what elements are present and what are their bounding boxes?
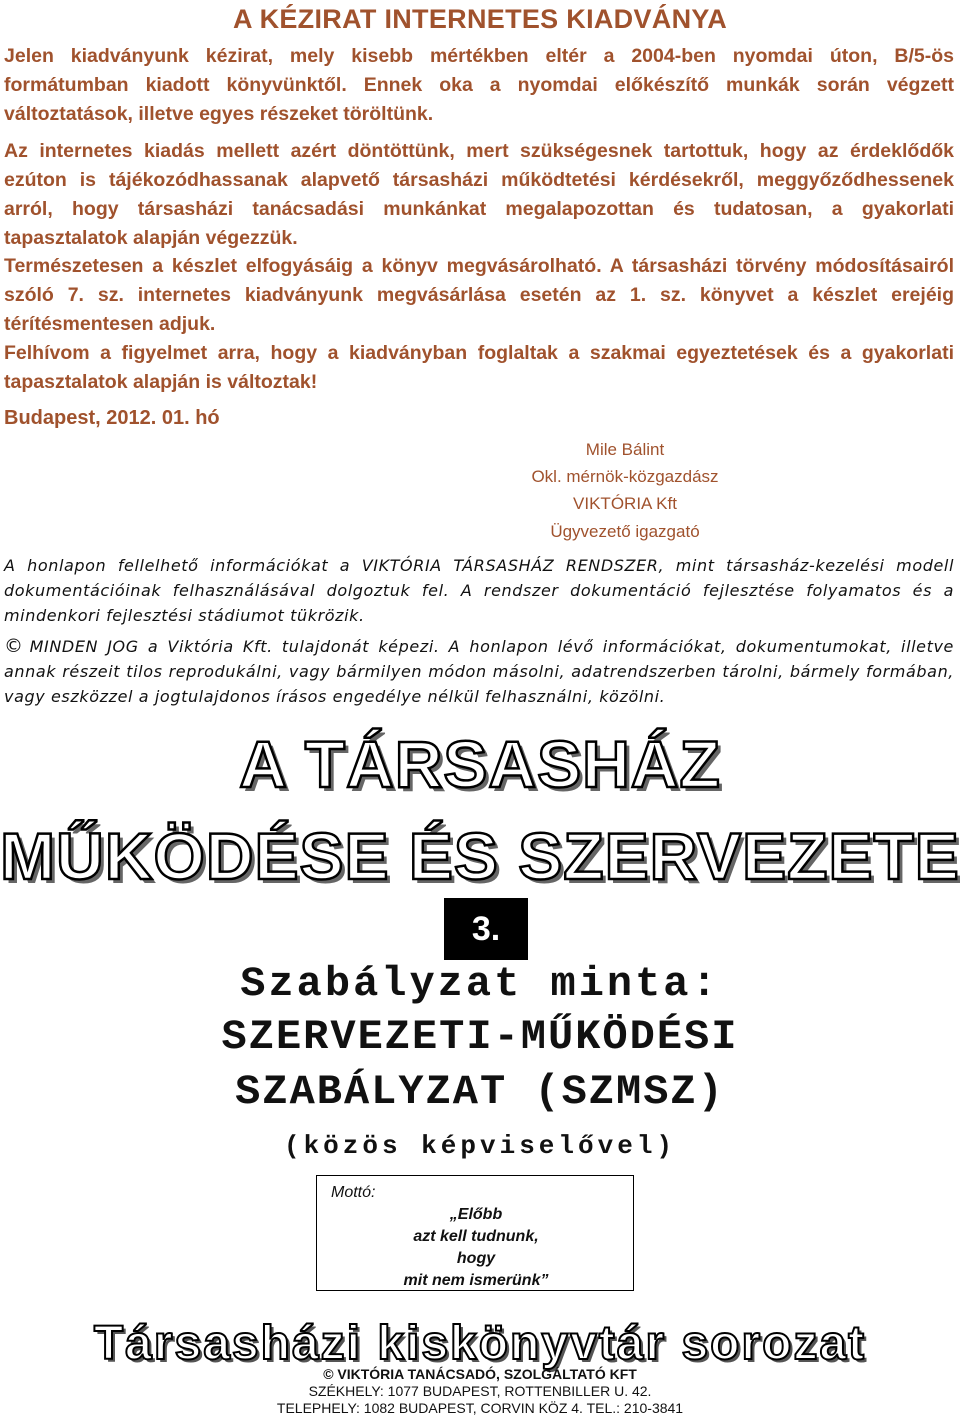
book-title-line-1: A TÁRSASHÁZ (239, 727, 721, 801)
subtitle-heading-3: SZABÁLYZAT (SZMSZ) (235, 1068, 725, 1116)
notice-rights-text: MINDEN JOG a Viktória Kft. tulajdonát képezi. A honlapon lévő információkat, dokumentumokat, illetve annak részeit tilos reprodukálni, vagy bármilyen módon másolni, adatrendszerben tárolni, bármely formában, vagy eszközzel a jogtulajdonos írásos engedélye nélkül felhasználni, közölni. (4, 637, 954, 706)
intro-paragraph-3: Természetesen a készlet elfogyásáig a könyv megvásárolható. A társasházi törvény módosításairól szóló 7. sz. internetes kiadványunk megvásárlása esetén az 1. sz. könyvet a készlet erejéig térítésmentesen adjuk. (4, 255, 954, 335)
date-line: Budapest, 2012. 01. hó (4, 407, 220, 429)
document-title: A KÉZIRAT INTERNETES KIADVÁNYA (232, 4, 728, 34)
volume-number-badge: 3. (444, 898, 528, 960)
signature-role: Ügyvezető igazgató (550, 522, 700, 541)
intro-paragraph-1: Jelen kiadványunk kézirat, mely kisebb mértékben eltér a 2004-ben nyomdai úton, B/5-ös formátumban kiadott könyvünktől. Ennek oka a nyomdai előkészítő munkák során végzett változtatások, illetve egyes részeket töröltünk. (4, 45, 954, 125)
motto-line: „Előbb (449, 1206, 503, 1223)
motto-line: azt kell tudnunk, (413, 1228, 539, 1245)
notice-paragraph-1: A honlapon fellelhető információkat a VIKTÓRIA TÁRSASHÁZ RENDSZER, mint társasház-kezelési modell dokumentációinak felhasználásával dolgoztuk fel. A rendszer dokumentáció fejlesztése folyamatos és a mindenkori fejlesztési stádiumot tükrözik. (4, 556, 954, 625)
intro-paragraph-4: Felhívom a figyelmet arra, hogy a kiadványban foglaltak a szakmai egyeztetések és a gyakorlati tapasztalatok alapján is változtak! (4, 342, 954, 393)
signature-name: Mile Bálint (585, 440, 665, 459)
motto-box (316, 1175, 634, 1291)
footer-site: TELEPHELY: 1082 BUDAPEST, CORVIN KÖZ 4. TEL.: 210-3841 (276, 1400, 684, 1416)
subtitle-heading-4: (közös képviselővel) (283, 1131, 677, 1161)
subtitle-heading-2: SZERVEZETI-MŰKÖDÉSI (221, 1013, 739, 1061)
series-title: Társasházi kiskönyvtár sorozat (93, 1317, 867, 1370)
footer-headquarters: SZÉKHELY: 1077 BUDAPEST, ROTTENBILLER U. 42. (308, 1383, 652, 1399)
subtitle-heading-1: Szabályzat minta: (240, 960, 720, 1008)
motto-line: mit nem ismerünk” (403, 1272, 549, 1289)
signature-title: Okl. mérnök-közgazdász (531, 467, 719, 486)
intro-paragraph-2: Az internetes kiadás mellett azért döntöttünk, mert szükségesnek tartottuk, hogy az érdeklődők ezúton is tájékozódhassanak alapvető társasházi működtetési kérdésekről, meggyőződhessenek arról, hogy társasházi tanácsadási munkánkat megalapozottan és tudatosan, a gyakorlati tapasztalatok alapján végezzük. (4, 140, 954, 249)
signature-company: VIKTÓRIA Kft (573, 494, 677, 513)
motto-quote (317, 1204, 635, 1292)
notice-paragraph-2 (4, 634, 954, 709)
book-title-line-2: MŰKÖDÉSE ÉS SZERVEZETE (0, 819, 960, 893)
motto-label: Mottó: (331, 1184, 376, 1201)
copyright-icon: © (4, 635, 24, 657)
motto-line: hogy (456, 1250, 496, 1267)
footer-company: © VIKTÓRIA TANÁCSADÓ, SZOLGÁLTATÓ KFT (323, 1366, 637, 1382)
